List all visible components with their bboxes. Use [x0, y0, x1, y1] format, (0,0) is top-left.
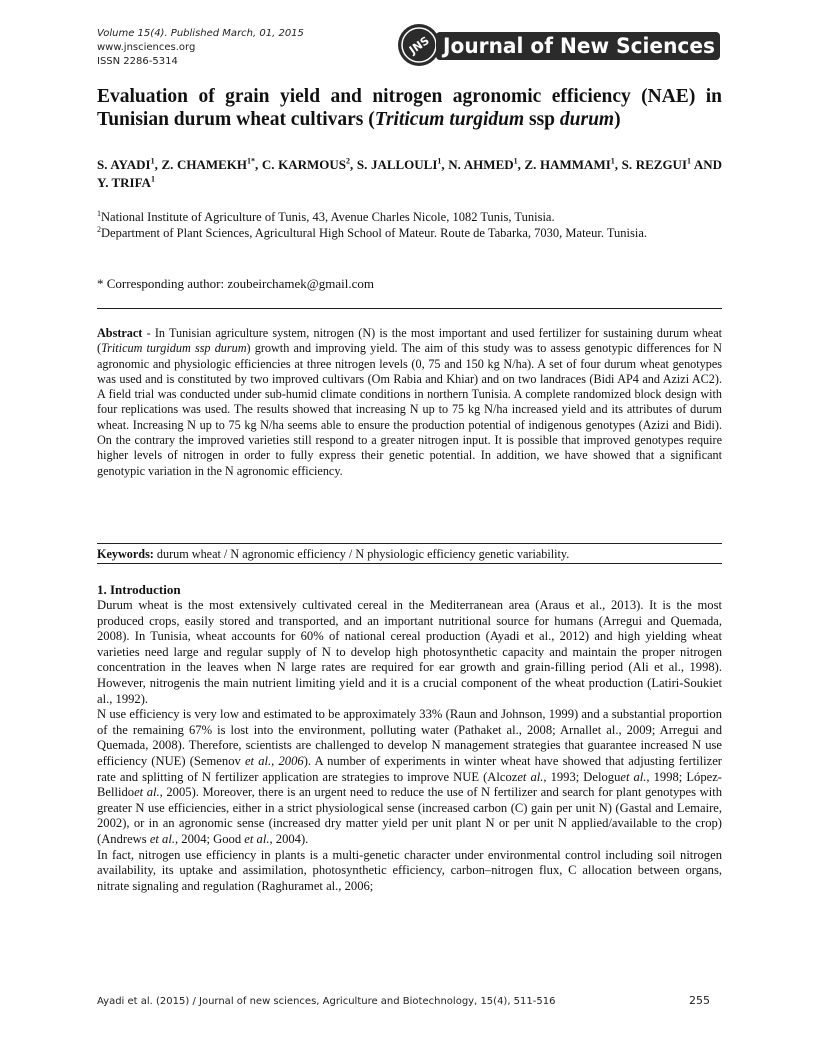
- author: N. AHMED$^1$,: [448, 156, 525, 172]
- journal-website: www.jnsciences.org: [97, 42, 196, 53]
- author: Z. $CHAMEKH^{1*}$,: [161, 156, 262, 172]
- volume-info: Volume 15(4). Published March, 01, 2015: [97, 28, 304, 39]
- divider-top: [97, 308, 722, 309]
- abstract-label: Abstract: [97, 326, 143, 340]
- journal-logo: [396, 22, 721, 68]
- logo-badge-text: JNS: [406, 33, 432, 57]
- affiliation-item: $^1$National Institute of Agriculture of Tunis, 43, Avenue Charles Nicole, 1082 Tunis, Tunisia.: [97, 208, 555, 224]
- keywords: Keywords: durum wheat / N agronomic efficiency / N physiologic efficiency genetic variability.: [97, 547, 570, 561]
- logo-wordmark: Journal of New Sciences: [441, 34, 715, 58]
- author: C. KARMOUS$^2$,: [261, 156, 357, 172]
- divider-keywords-bottom: [97, 563, 722, 564]
- footer-citation: Ayadi et al. (2015) / Journal of new sciences, Agriculture and Biotechnology, 15(4), 511-516: [97, 996, 556, 1007]
- author: S. REZGUI$^1$ AND: [621, 156, 723, 172]
- divider-keywords-top: [97, 543, 722, 544]
- title-subspecies: durum: [559, 109, 615, 130]
- introduction-body: [97, 598, 722, 894]
- author: S. AYADI$^1$,: [97, 156, 162, 172]
- paragraph: In fact, nitrogen use efficiency in plants is a multi-genetic character under environmental control including soil nitrogen availability, its uptake and assimilation, photosynthetic efficiency, carbon–nitrogen flux, C allocation between organs, nitrate signaling and regulation (Raghuramet al., 2006;: [97, 847, 722, 893]
- page-footer: [97, 996, 722, 1007]
- title-ssp: ssp: [524, 109, 560, 130]
- affiliations: [97, 209, 722, 241]
- affiliation-item: $^2$Department of Plant Sciences, Agricultural High School of Mateur. Route de Tabarka, 7030, Mateur. Tunisia.: [97, 224, 648, 240]
- paragraph: Durum wheat is the most extensively cultivated cereal in the Mediterranean area (Araus et al., 2013). It is the most produced crops, easily stored and transported, and an important nutritional source for humans (Arregui and Quemada, 2008). In Tunisia, wheat accounts for 60% of national cereal production (Ayadi et al., 2012) and high yielding wheat varieties need large and regular supply of N to develop high photosynthetic capacity and maintain the proper nitrogen concentration in the leaves when N large rates are required for ear growth and grain-filling period (Ali et al., 1998). However, nitrogenis the main nutrient limiting yield and it is a crucial component of the wheat production (Latiri-Soukiet al., 1992).: [97, 598, 722, 706]
- author-list: [97, 156, 722, 192]
- title-main: Evaluation of grain yield and nitrogen agronomic efficiency (NAE) in Tunisian durum wheat cultivars (: [97, 86, 722, 130]
- abstract: Abstract - In Tunisian agriculture system, nitrogen (N) is the most important and used fertilizer for sustaining durum wheat (Triticum turgidum ssp durum) growth and improving yield. The aim of this study was to assess genotypic differences for N agronomic and physiologic efficiencies at three nitrogen levels (0, 75 and 150 kg N/ha). A set of four durum wheat genotypes was used and is constituted by two improved cultivars (Om Rabia and Khiar) and on two landraces (Bidi AP4 and Azizi AC2). A field trial was conducted under sub-humid climate conditions in northern Tunisia. A complete randomized block design with four replications was used. The results showed that increasing N up to 75 kg N/ha increased yield and its attributes of durum wheat. Increasing N up to 75 kg N/ha seems able to ensure the production potential of indigenous genotypes (Azizi and Bidi). On the contrary the improved varieties still respond to a greater nitrogen input. It is possible that improved genotypes require higher levels of nitrogen in order to fully express their genetic potential. In addition, we have showed that a significant genotypic variation in the N agronomic efficiency.: [97, 326, 722, 478]
- paragraph: N use efficiency is very low and estimated to be approximately 33% (Raun and Johnson, 1999) and a substantial proportion of the remaining 67% is lost into the environment, polluting water (Pathaket al., 2008; Arnallet al., 2009; Arregui and Quemada, 2008). Therefore, scientists are challenged to develop N management strategies that guarantee increased N use efficiency (NUE) (Semenov et al., 2006). A number of experiments in winter wheat have showed that adjusting fertilizer rate and splitting of N fertilizer application are strategies to improve NUE (Alcozet al., 1993; Deloguet al., 1998; López-Bellidoet al., 2005). Moreover, there is an urgent need to reduce the use of N fertilizer and search for plant genotypes with greater N use efficiencies, either in a strict physiological sense (increased carbon (C) gain per unit N) (Gastal and Lemaire, 2002), or in an agronomic sense (increased dry matter yield per unit plant N or per unit N applied/available to the crop) (Andrews et al., 2004; Good et al., 2004).: [97, 707, 723, 846]
- journal-issn: ISSN 2286-5314: [97, 56, 178, 67]
- title-species: Triticum turgidum: [374, 109, 525, 130]
- author: S. JALLOULI$^1$,: [356, 156, 449, 172]
- corresponding-author: * Corresponding author: zoubeirchamek@gmail.com: [97, 276, 374, 291]
- keywords-label: Keywords:: [97, 547, 154, 561]
- page-number: 255: [689, 994, 710, 1007]
- author: Z. HAMMAMI$^1$,: [524, 156, 622, 172]
- title-close: ): [614, 109, 621, 130]
- paper-title: [97, 85, 722, 131]
- author: Y. TRIFA$^1$: [97, 174, 155, 190]
- section-heading: 1. Introduction: [97, 582, 181, 597]
- journal-meta: [97, 27, 304, 69]
